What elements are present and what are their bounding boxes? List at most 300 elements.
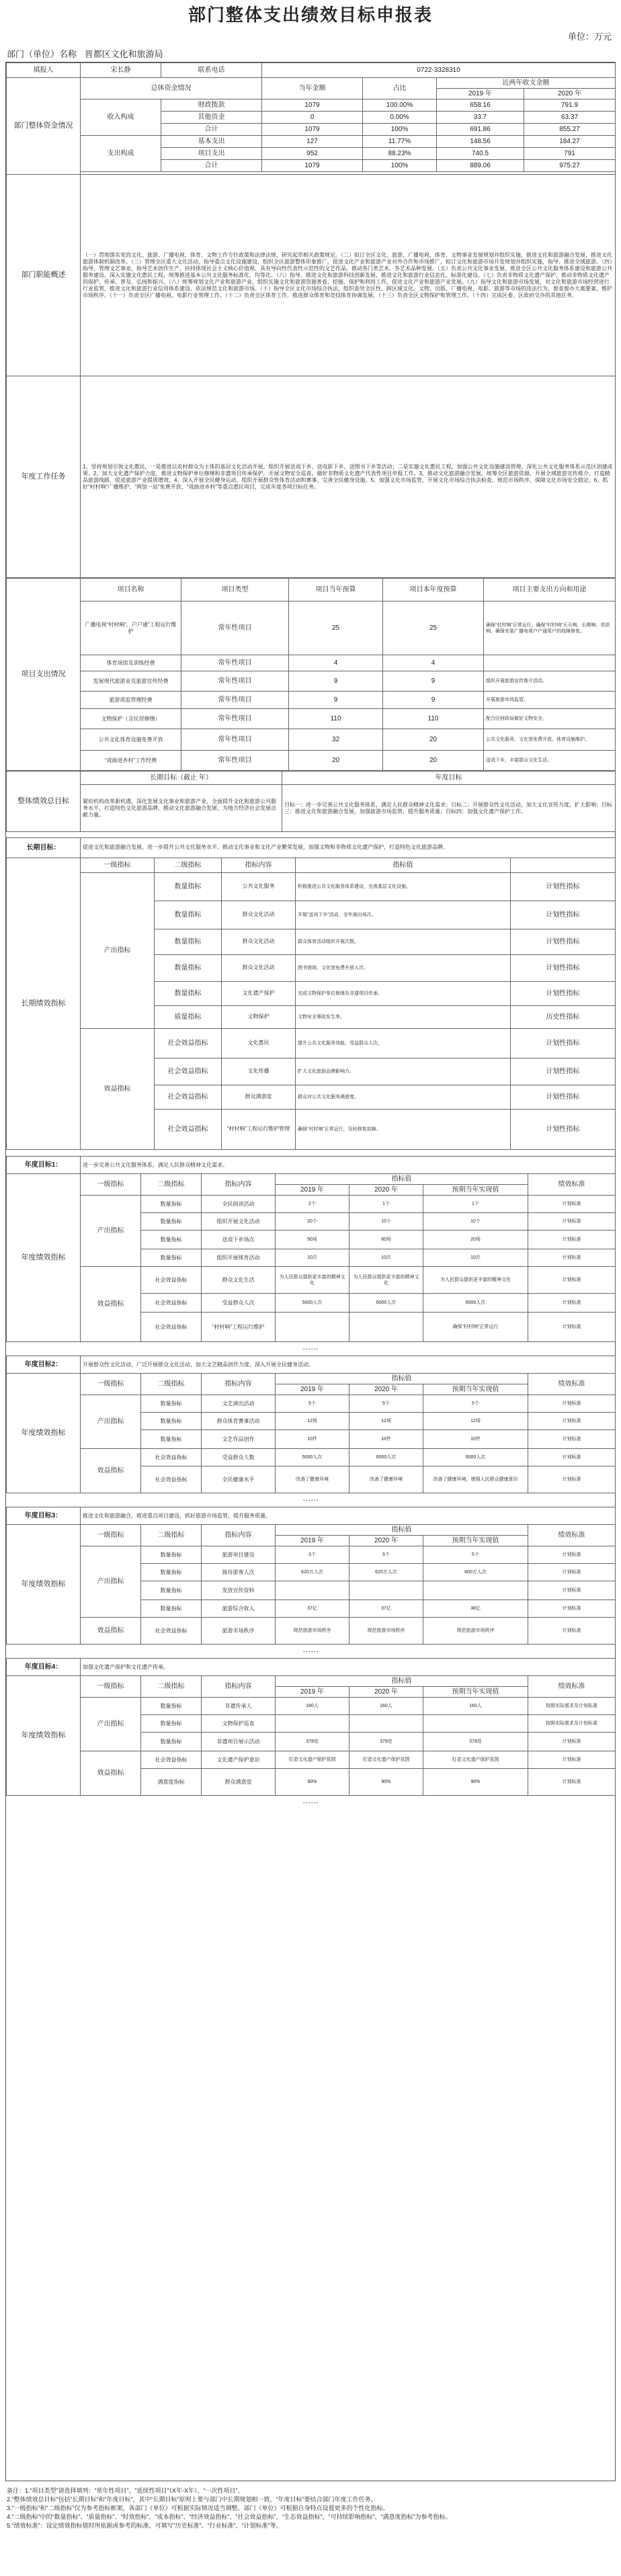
goal-std: 计划标准 bbox=[528, 1769, 616, 1796]
lt-val: 计划性指标 bbox=[511, 1028, 616, 1058]
filler-name: 宋长静 bbox=[81, 63, 161, 78]
col-header: 一级指标 bbox=[81, 858, 155, 872]
project-row bbox=[7, 601, 616, 655]
goal-l2: 数量指标 bbox=[141, 1564, 202, 1581]
row-pct: 100% bbox=[363, 160, 437, 172]
goal-plan: 20场 bbox=[423, 1231, 528, 1249]
goal-item: 送戏下乡场次 bbox=[202, 1231, 276, 1249]
goal-std: 计划标准 bbox=[528, 1430, 616, 1449]
goal-l2: 社会效益指标 bbox=[141, 1618, 202, 1645]
project-use: 开展旅游市场监管。 bbox=[484, 692, 616, 709]
goal-l2: 数量指标 bbox=[141, 1249, 202, 1267]
goal-text: 开展群众性文化活动，广泛开展群众文化活动，加大文艺精品创作力度，深入开展全民健身活动。 bbox=[81, 1356, 616, 1374]
goal-y1: 5000人次 bbox=[276, 1449, 349, 1466]
goal-row bbox=[7, 1267, 616, 1294]
project-yr: 20 bbox=[383, 729, 484, 751]
goal-std: 计划标准 bbox=[528, 1294, 616, 1313]
lt-l1: 效益指标 bbox=[81, 1028, 155, 1149]
col-header: 绩效标准 bbox=[528, 1525, 616, 1546]
goal-text: 进一步完善公共文化服务体系，满足人民群众精神文化需求。 bbox=[81, 1157, 616, 1174]
project-cur: 9 bbox=[289, 671, 383, 692]
goal-y2: 打造文化遗产保护氛围 bbox=[349, 1751, 423, 1769]
goal-y1: 5个 bbox=[276, 1395, 349, 1413]
project-yr: 4 bbox=[383, 655, 484, 671]
goal-plan: 600万人次 bbox=[423, 1564, 528, 1581]
goal-plan bbox=[423, 1715, 528, 1733]
row-pct: 11.77% bbox=[363, 136, 437, 148]
longterm-label: 长期目标： bbox=[7, 837, 81, 858]
longterm-text: 促进文化和旅游融合发展，进一步提升公共文化服务水平，推动文化事业和文化产业繁荣发展，加强文物和非物质文化遗产保护，打造特色文化旅游品牌。 bbox=[81, 837, 616, 858]
funding-row bbox=[7, 99, 616, 112]
lt-desc: 完成文物保护单位修缮及非遗项目传承。 bbox=[296, 981, 511, 1005]
lt-l2: 质量指标 bbox=[155, 1005, 222, 1028]
goal-plan: 6000人次 bbox=[423, 1294, 528, 1313]
goal-item: 文艺演出活动 bbox=[202, 1395, 276, 1413]
goal-y2: 规范旅游市场秩序 bbox=[349, 1618, 423, 1645]
goal-y1: 20个 bbox=[276, 1213, 349, 1231]
goal-item: 受益群众人次 bbox=[202, 1294, 276, 1313]
goal-item: 旅游综合收入 bbox=[202, 1600, 276, 1618]
goal-row bbox=[7, 1618, 616, 1645]
project-use: 组织开展旅游宣传推介活动。 bbox=[484, 671, 616, 692]
goal-item: “村村响”工程运行维护 bbox=[202, 1313, 276, 1342]
row-name: 合计 bbox=[161, 124, 262, 136]
goal-perf-label: 年度绩效指标 bbox=[7, 1174, 81, 1342]
goal-item: 群众体育赛事活动 bbox=[202, 1413, 276, 1430]
goal-item: 文艺作品创作 bbox=[202, 1430, 276, 1449]
overall-label: 整体绩效总目标 bbox=[7, 772, 81, 832]
funding-table bbox=[6, 63, 616, 578]
col-header: 预期当年实现值 bbox=[423, 1536, 528, 1546]
row-pct: 88.23% bbox=[363, 148, 437, 160]
row-y2: 791 bbox=[524, 148, 616, 160]
row-y1: 691.86 bbox=[437, 124, 524, 136]
year-2020-label: 2020 年 bbox=[524, 89, 616, 99]
goal-y2: 为人民群众提供更丰富的精神文化 bbox=[349, 1267, 423, 1294]
dept-name: 晋都区文化和旅游局 bbox=[84, 49, 163, 59]
col-header: 指标内容 bbox=[222, 858, 296, 872]
goal-l1: 效益指标 bbox=[81, 1449, 141, 1493]
goal-std: 计划标准 bbox=[528, 1267, 616, 1294]
col-header: 项目本年度预算 bbox=[383, 579, 484, 601]
project-yr: 25 bbox=[383, 601, 484, 655]
row-cur: 127 bbox=[262, 136, 363, 148]
project-yr: 110 bbox=[383, 709, 484, 729]
lt-desc: 群众体育活动组织开展次数。 bbox=[296, 929, 511, 954]
col-header: 绩效标准 bbox=[528, 1374, 616, 1395]
goal-plan: 10个 bbox=[423, 1213, 528, 1231]
col-header: 预期当年实现值 bbox=[423, 1185, 528, 1196]
goal-l2: 社会效益指标 bbox=[141, 1449, 202, 1466]
col-header: 指标内容 bbox=[202, 1525, 276, 1546]
goal-l1: 效益指标 bbox=[81, 1267, 141, 1342]
row-name: 基本支出 bbox=[161, 136, 262, 148]
col-header: 指标值 bbox=[276, 1525, 528, 1536]
goal-plan: 38亿 bbox=[423, 1600, 528, 1618]
notes bbox=[7, 2487, 612, 2530]
yr-label: 年度目标 bbox=[282, 772, 616, 785]
goal-text: 推进文化和旅游融合，推进重点项目建设，抓好旅游市场监管，提升服务质量。 bbox=[81, 1507, 616, 1525]
year-2019-label: 2019 年 bbox=[437, 89, 524, 99]
goal-std: 计划标准 bbox=[528, 1751, 616, 1769]
lt-row bbox=[7, 1028, 616, 1058]
row-cur: 1079 bbox=[262, 124, 363, 136]
lt-item: 群众文化活动 bbox=[222, 901, 296, 929]
project-row bbox=[7, 709, 616, 729]
phone-label: 联系电话 bbox=[161, 63, 262, 78]
goal-y1: 为人民群众提供更丰富的精神文化 bbox=[276, 1267, 349, 1294]
lt-label: 长期目标（截止 年） bbox=[81, 772, 282, 785]
col-header: 一级指标 bbox=[81, 1374, 141, 1395]
lt-l2: 数量指标 bbox=[155, 872, 222, 901]
lt-val: 计划性指标 bbox=[511, 954, 616, 981]
section-separator: …… bbox=[302, 1342, 319, 1352]
project-type: 常年性项目 bbox=[181, 751, 289, 771]
lt-l2: 数量指标 bbox=[155, 954, 222, 981]
goal-y1: 12场 bbox=[276, 1413, 349, 1430]
col-header: 2020 年 bbox=[349, 1536, 423, 1546]
lt-item: 群众满意度 bbox=[222, 1085, 296, 1109]
duty-label: 部门职能概述 bbox=[7, 175, 81, 376]
lt-desc: 文物安全事故发生率。 bbox=[296, 1005, 511, 1028]
lt-desc: 开展“送戏下乡”活动，全年演出场次。 bbox=[296, 901, 511, 929]
goal-y1: 规范旅游市场秩序 bbox=[276, 1618, 349, 1645]
note-line: 3.“一级指标”和“二级指标”仅为参考指标框架，各部门（单位）可根据实际情况适当调整。部门（单位）可根据自身特点设置更多的个性化指标。 bbox=[7, 2505, 389, 2511]
col-header: 2020 年 bbox=[349, 1185, 423, 1196]
goal-y1: 10次 bbox=[276, 1249, 349, 1267]
lt-val: 计划性指标 bbox=[511, 901, 616, 929]
annual-goal-table bbox=[6, 1507, 616, 1645]
row-cur: 0 bbox=[262, 112, 363, 124]
row-y2: 855.27 bbox=[524, 124, 616, 136]
col-header: 项目当年预算 bbox=[289, 579, 383, 601]
annual-goals bbox=[6, 1156, 615, 1809]
col-header: 2019 年 bbox=[276, 1185, 349, 1196]
project-name: 发展现代旅游业及旅游宣传经费 bbox=[81, 671, 181, 692]
lt-desc: 图书借阅，文化馆免费开放人次。 bbox=[296, 954, 511, 981]
lt-desc: 群众对公共文化服务满意度。 bbox=[296, 1085, 511, 1109]
col-header: 指标值 bbox=[276, 1174, 528, 1185]
goal-std: 按照实际需求及计划标准 bbox=[528, 1698, 616, 1715]
goal-l2: 数量指标 bbox=[141, 1213, 202, 1231]
goal-y2 bbox=[349, 1581, 423, 1600]
col-header: 项目名称 bbox=[81, 579, 181, 601]
goal-plan: 打造文化遗产保护氛围 bbox=[423, 1751, 528, 1769]
goal-label: 年度目标1： bbox=[7, 1157, 81, 1174]
goal-y1: 打造文化遗产保护氛围 bbox=[276, 1751, 349, 1769]
goal-y2: 378处 bbox=[349, 1733, 423, 1751]
goal-std: 计划标准 bbox=[528, 1413, 616, 1430]
projects-table bbox=[6, 578, 616, 771]
project-type: 常年性项目 bbox=[181, 655, 289, 671]
col-header-blank bbox=[511, 858, 616, 872]
duty-text: （一）贯彻落实党的文化、旅游、广播电视、体育、文物工作方针政策和法律法规，研究起草相关政策规定。（二）拟订全区文化、旅游、广播电视、体育、文物事业发展规划并组织实施，推进文化和旅游融合发展，推进文化旅游体制机制改革。（三）管理全区重大文化活动，指导重点文化设施建设，组织全区旅游整体形象推广，促进文化产业和旅游产业对外合作和市场推广，拟订文化和旅游市场开发规划并组织实施，指导、推进全域旅游。（四）指导、管理文艺事业，指导艺术创作生产，扶持体现社会主义核心价值观、具有导向性代表性示范性的文艺作品，推动各门类艺术、各艺术品种发展。（五）负责公共文化事业发展，推进全区公共文化服务体系建设和旅游公共服务建设，深入实施文化惠民工程，统筹推进基本公共文化服务标准化、均等化。（六）指导、推进文化和旅游科技创新发展，推进文化和旅游行业信息化、标准化建设。（七）负责非物质文化遗产保护，推动非物质文化遗产的保护、传承、普及、弘扬和振兴。（八）统筹规划文化产业和旅游产业，组织实施文化和旅游资源普查、挖掘、保护和利用工作，促进文化产业和旅游产业发展。（九）指导文化和旅游市场发展，对文化和旅游市场经营进行行业监管，推进文化和旅游行业信用体系建设，依法规范文化和旅游市场。（十）指导全区文化市场综合执法，组织查处全区性、跨区域文化、文物、出版、广播电视、电影、旅游等市场的违法行为，督查督办大案要案，维护市场秩序。（十一）负责全区广播电视、电影行业管理工作。（十二）负责全区体育工作，推进群众体育和竞技体育协调发展。（十三）负责全区文物保护和管理工作。（十四）完成区委、区政府交办的其他任务。 bbox=[81, 175, 616, 376]
goal-y1: 10件 bbox=[276, 1430, 349, 1449]
phone-value: 0722-3328310 bbox=[262, 63, 616, 78]
goal-item: 文物保护巡查 bbox=[202, 1715, 276, 1733]
lt-l2: 社会效益指标 bbox=[155, 1085, 222, 1109]
goal-item: 接待游客人次 bbox=[202, 1564, 276, 1581]
col-header: 二级指标 bbox=[155, 858, 222, 872]
project-type: 常年性项目 bbox=[181, 671, 289, 692]
goal-item: 全民健康水平 bbox=[202, 1466, 276, 1493]
col-header: 绩效标准 bbox=[528, 1676, 616, 1698]
dept-label: 部门（单位）名称 bbox=[7, 49, 77, 59]
col-header: 指标内容 bbox=[202, 1174, 276, 1196]
project-type: 常年性项目 bbox=[181, 692, 289, 709]
goal-plan: 规范旅游市场秩序 bbox=[423, 1618, 528, 1645]
goal-std: 计划标准 bbox=[528, 1449, 616, 1466]
goal-y1: 620万人次 bbox=[276, 1564, 349, 1581]
goal-l1: 产出指标 bbox=[81, 1546, 141, 1618]
note-line: 备注：1.“项目类型”请选择填列：“常年性项目”、“延续性项目”（X年-X年）、“一次性项目”。 bbox=[7, 2487, 244, 2494]
project-cur: 4 bbox=[289, 655, 383, 671]
goal-row bbox=[7, 1751, 616, 1769]
goal-y1 bbox=[276, 1715, 349, 1733]
funding-section-label: 部门整体资金情况 bbox=[7, 78, 81, 175]
goal-std: 计划标准 bbox=[528, 1564, 616, 1581]
goal-std: 计划标准 bbox=[528, 1196, 616, 1213]
goal-plan: 160人 bbox=[423, 1698, 528, 1715]
lt-l2: 社会效益指标 bbox=[155, 1028, 222, 1058]
goal-plan: 12场 bbox=[423, 1413, 528, 1430]
lt-val: 计划性指标 bbox=[511, 981, 616, 1005]
goal-row bbox=[7, 1546, 616, 1564]
row-y2: 791.9 bbox=[524, 99, 616, 112]
col-header: 预期当年实现值 bbox=[423, 1384, 528, 1395]
project-name: 文物保护（含民居修缮） bbox=[81, 709, 181, 729]
pct-label: 占比 bbox=[363, 78, 437, 99]
row-y2: 184.27 bbox=[524, 136, 616, 148]
dept-line bbox=[7, 47, 169, 60]
goal-y1: 160人 bbox=[276, 1698, 349, 1715]
project-row bbox=[7, 655, 616, 671]
goal-l2: 数量指标 bbox=[141, 1231, 202, 1249]
col-header: 2019 年 bbox=[276, 1687, 349, 1698]
section-separator: …… bbox=[302, 1796, 319, 1805]
goal-plan: 为人民群众提供更丰富的精神文化 bbox=[423, 1267, 528, 1294]
lt-desc: 提升公共文化服务效能，受益群众人次。 bbox=[296, 1028, 511, 1058]
goal-l2: 数量指标 bbox=[141, 1600, 202, 1618]
goal-item: 群众文化生活 bbox=[202, 1267, 276, 1294]
goal-item: 非遗传承人 bbox=[202, 1698, 276, 1715]
funding-row bbox=[7, 136, 616, 148]
goal-plan: 1个 bbox=[423, 1196, 528, 1213]
goal-std: 计划标准 bbox=[528, 1546, 616, 1564]
goal-y2: 12场 bbox=[349, 1413, 423, 1430]
goal-l2: 社会效益指标 bbox=[141, 1267, 202, 1294]
goal-item: 受益群众人数 bbox=[202, 1449, 276, 1466]
goal-std: 计划标准 bbox=[528, 1618, 616, 1645]
row-pct: 100% bbox=[363, 124, 437, 136]
section-separator: …… bbox=[302, 1493, 319, 1503]
goal-std: 计划标准 bbox=[528, 1581, 616, 1600]
row-y1: 148.56 bbox=[437, 136, 524, 148]
goal-plan: 确保“村村响”正常运行 bbox=[423, 1313, 528, 1342]
annual-label: 年度工作任务 bbox=[7, 376, 81, 578]
goal-y2: 37亿 bbox=[349, 1600, 423, 1618]
goal-std: 计划标准 bbox=[528, 1600, 616, 1618]
project-cur: 9 bbox=[289, 692, 383, 709]
goal-plan: 90% bbox=[423, 1769, 528, 1796]
project-name: 体育场馆及训练经费 bbox=[81, 655, 181, 671]
goal-plan bbox=[423, 1581, 528, 1600]
goal-y2: 90% bbox=[349, 1769, 423, 1796]
goal-y1: 37亿 bbox=[276, 1600, 349, 1618]
project-cur: 32 bbox=[289, 729, 383, 751]
recent-label: 近两年收支金额 bbox=[437, 78, 616, 89]
col-header: 一级指标 bbox=[81, 1676, 141, 1698]
goal-y2: 6000人次 bbox=[349, 1449, 423, 1466]
goal-std: 按照实际需求及计划标准 bbox=[528, 1715, 616, 1733]
lt-val: 计划性指标 bbox=[511, 929, 616, 954]
goal-y2: 5个 bbox=[349, 1546, 423, 1564]
note-line: 5.“绩效标准”：设定绩效指标值时所依据或参考的标准，可填写“历史标准”、“行业标准”、“计划标准”等。 bbox=[7, 2522, 282, 2529]
lt-desc: 积极推进公共文化服务体系建设，完善基层文化设施。 bbox=[296, 872, 511, 901]
goal-l1: 产出指标 bbox=[81, 1196, 141, 1267]
row-name: 其他资金 bbox=[161, 112, 262, 124]
goal-label: 年度目标4： bbox=[7, 1659, 81, 1676]
goal-y2: 10件 bbox=[349, 1430, 423, 1449]
goal-l2: 数量指标 bbox=[141, 1715, 202, 1733]
row-pct: 100.00% bbox=[363, 99, 437, 112]
goal-y1: 2个 bbox=[276, 1196, 349, 1213]
goal-item: 群众满意度 bbox=[202, 1769, 276, 1796]
row-cur: 952 bbox=[262, 148, 363, 160]
project-use: 送戏下乡，丰富群众文化生活。 bbox=[484, 751, 616, 771]
expense-label: 支出构成 bbox=[81, 136, 161, 172]
project-name: 公共文化体育设施免费开放 bbox=[81, 729, 181, 751]
row-y2: 63.37 bbox=[524, 112, 616, 124]
col-header: 项目主要支出方向和用途 bbox=[484, 579, 616, 601]
cur-amount-label: 当年金额 bbox=[262, 78, 363, 99]
goal-plan: 改善了健康环境，增强人民群众健康意识 bbox=[423, 1466, 528, 1493]
goal-l1: 产出指标 bbox=[81, 1698, 141, 1751]
goal-y2: 6000人次 bbox=[349, 1294, 423, 1313]
col-header: 一级指标 bbox=[81, 1174, 141, 1196]
col-header: 2020 年 bbox=[349, 1384, 423, 1395]
goal-y2: 1个 bbox=[349, 1196, 423, 1213]
col-header: 预期当年实现值 bbox=[423, 1687, 528, 1698]
col-header: 指标内容 bbox=[202, 1676, 276, 1698]
goal-item: 文化遗产保护意识 bbox=[202, 1751, 276, 1769]
goal-l2: 满意度指标 bbox=[141, 1769, 202, 1796]
goal-y1: 改善了健康环境 bbox=[276, 1466, 349, 1493]
goal-y1 bbox=[276, 1581, 349, 1600]
lt-item: 群众文化活动 bbox=[222, 954, 296, 981]
goal-l1: 效益指标 bbox=[81, 1618, 141, 1645]
project-cur: 20 bbox=[289, 751, 383, 771]
goal-l1: 效益指标 bbox=[81, 1751, 141, 1796]
project-name: 广播电视“村村响”、户户通”工程运行维护 bbox=[81, 601, 181, 655]
longterm-table bbox=[6, 837, 616, 1157]
lt-l2: 社会效益指标 bbox=[155, 1058, 222, 1085]
goal-y2: 改善了健康环境 bbox=[349, 1466, 423, 1493]
goal-item: 非遗项目展示活动 bbox=[202, 1733, 276, 1751]
project-use: 公共文化服务，文化馆免费开放，体育设施维护。 bbox=[484, 729, 616, 751]
goal-y1: 5000人次 bbox=[276, 1294, 349, 1313]
col-header: 2019 年 bbox=[276, 1536, 349, 1546]
goal-y2: 160人 bbox=[349, 1698, 423, 1715]
col-header: 二级指标 bbox=[141, 1374, 202, 1395]
goal-item: 组织开展文化活动 bbox=[202, 1213, 276, 1231]
lt-desc: 确保“村村响”正常运行，及时修复故障。 bbox=[296, 1109, 511, 1149]
project-row bbox=[7, 671, 616, 692]
project-name: “戏曲进乡村”工作经费 bbox=[81, 751, 181, 771]
report-sheet bbox=[5, 62, 616, 2481]
goal-plan: 5个 bbox=[423, 1546, 528, 1564]
goal-row bbox=[7, 1196, 616, 1213]
row-pct: 0.00% bbox=[363, 112, 437, 124]
project-name: 旅游质监管理经费 bbox=[81, 692, 181, 709]
goal-y1: 50场 bbox=[276, 1231, 349, 1249]
goal-y1: 3个 bbox=[276, 1546, 349, 1564]
income-label: 收入构成 bbox=[81, 99, 161, 136]
col-header: 指标值 bbox=[296, 858, 511, 872]
goal-plan: 6000人次 bbox=[423, 1449, 528, 1466]
row-name: 项目支出 bbox=[161, 148, 262, 160]
lt-item: 文化遗产保护 bbox=[222, 981, 296, 1005]
project-cur: 110 bbox=[289, 709, 383, 729]
project-type: 常年性项目 bbox=[181, 709, 289, 729]
yr-text: 目标一：进一步完善公共文化服务体系，满足人民群众精神文化需求；目标二：开展群众性文化活动，加大文化宣传力度，扩大影响；目标三：推进文化和旅游融合发展，加强旅游市场监管，提升服务质量；目标四：加强文化遗产保护工作。 bbox=[282, 785, 616, 832]
lt-item: 群众文化活动 bbox=[222, 929, 296, 954]
row-y1: 740.5 bbox=[437, 148, 524, 160]
col-header: 一级指标 bbox=[81, 1525, 141, 1546]
goal-l2: 数量指标 bbox=[141, 1546, 202, 1564]
annual-goal-table bbox=[6, 1156, 616, 1342]
goal-l2: 数量指标 bbox=[141, 1395, 202, 1413]
goal-y2: 5个 bbox=[349, 1395, 423, 1413]
lt-item: 文物保护 bbox=[222, 1005, 296, 1028]
col-header: 二级指标 bbox=[141, 1676, 202, 1698]
goal-l2: 数量指标 bbox=[141, 1698, 202, 1715]
lt-l2: 数量指标 bbox=[155, 929, 222, 954]
lt-desc: 扩大文化旅游品牌影响力。 bbox=[296, 1058, 511, 1085]
projects-label: 项目支出情况 bbox=[7, 579, 81, 771]
goal-label: 年度目标2： bbox=[7, 1356, 81, 1374]
lt-item: 文化传播 bbox=[222, 1058, 296, 1085]
goal-y2: 10次 bbox=[349, 1249, 423, 1267]
annual-goal-table bbox=[6, 1658, 616, 1796]
note-line: 4.“二级指标”中的“数量指标”、“质量指标”、“时效指标”、“成本指标”、“经济效益指标”、“社会效益指标”、“生态效益指标”、“可持续影响指标”、“满意度指标”为参考指标。 bbox=[7, 2513, 452, 2520]
goal-l2: 社会效益指标 bbox=[141, 1466, 202, 1493]
note-line: 2.“整体绩效总目标”包括“长期目标”和“年度目标”，其中“长期目标”原则上要与部门中长期规划相一致，“年度目标”要结合部门年度工作任务。 bbox=[7, 2496, 377, 2503]
goal-item: 旅游项目建设 bbox=[202, 1546, 276, 1564]
longterm-perf-label: 长期绩效指标 bbox=[7, 858, 81, 1149]
goal-l2: 社会效益指标 bbox=[141, 1751, 202, 1769]
section-separator: …… bbox=[302, 1645, 319, 1654]
goal-y2: 60场 bbox=[349, 1231, 423, 1249]
project-use bbox=[484, 655, 616, 671]
lt-text: 紧扣机构改革新机遇，深化发展文化事业和旅游产业，全面提升文化和旅游公共服务水平，打造特色文化旅游品牌，推动文化旅游融合发展，为地方经济社会发展贡献力量。 bbox=[81, 785, 282, 832]
goal-y2: 10个 bbox=[349, 1213, 423, 1231]
goal-l2: 数量指标 bbox=[141, 1413, 202, 1430]
goal-item: 全民阅读活动 bbox=[202, 1196, 276, 1213]
project-cur: 25 bbox=[289, 601, 383, 655]
col-header: 绩效标准 bbox=[528, 1174, 616, 1196]
goal-l2: 数量指标 bbox=[141, 1196, 202, 1213]
row-y1: 658.16 bbox=[437, 99, 524, 112]
page-title: 部门整体支出绩效目标申报表 bbox=[188, 5, 433, 25]
goal-l2: 数量指标 bbox=[141, 1430, 202, 1449]
project-yr: 9 bbox=[383, 671, 484, 692]
goal-l2: 社会效益指标 bbox=[141, 1294, 202, 1313]
row-cur: 1079 bbox=[262, 160, 363, 172]
project-row bbox=[7, 729, 616, 751]
row-y1: 33.7 bbox=[437, 112, 524, 124]
goal-perf-label: 年度绩效指标 bbox=[7, 1374, 81, 1493]
